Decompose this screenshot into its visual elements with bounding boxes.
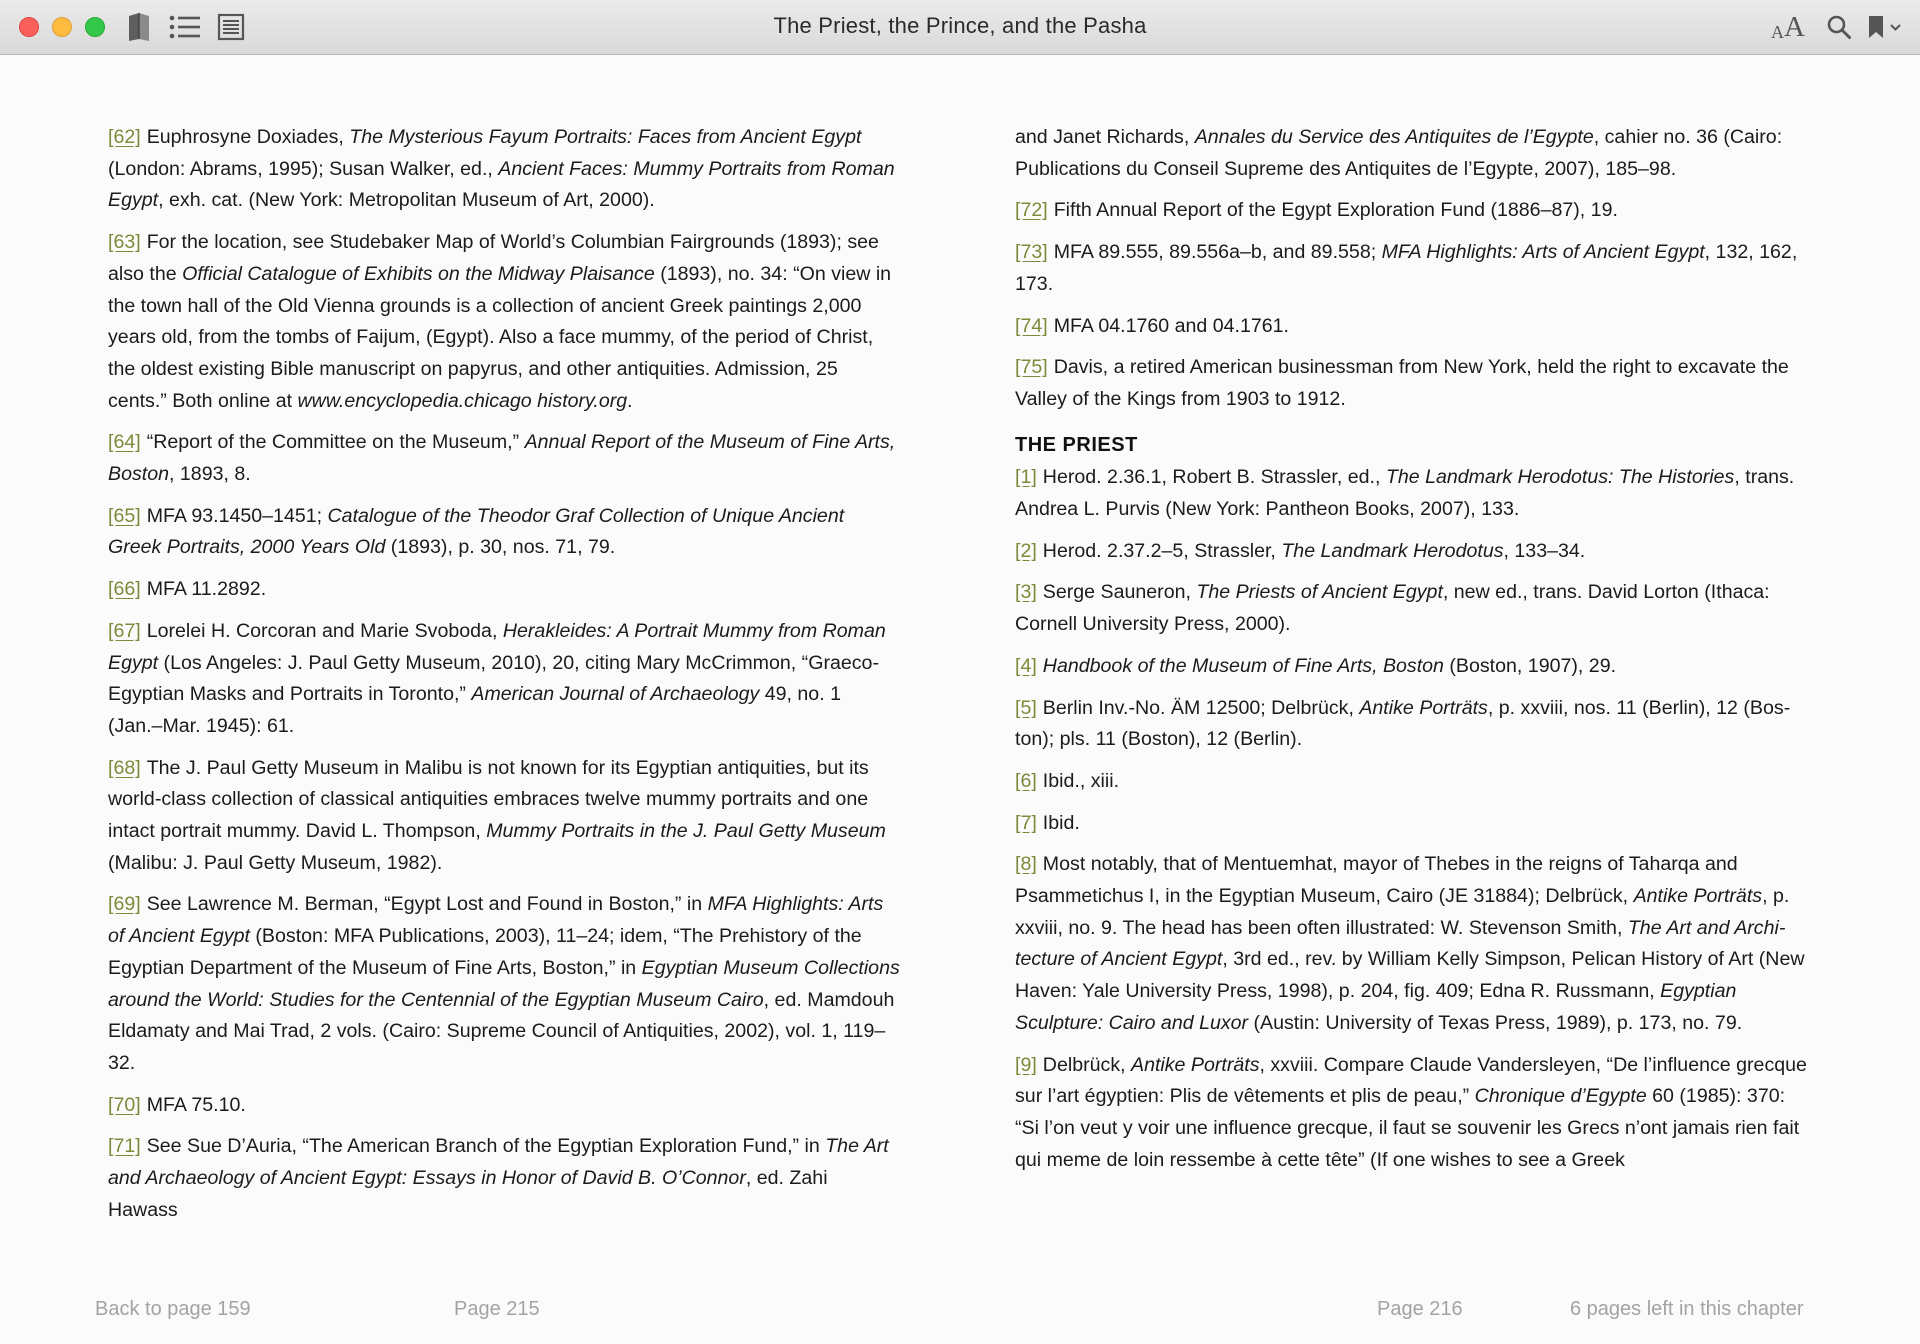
italic-title: Herakleides: A Portrait Mummy from Roman Egypt bbox=[108, 619, 886, 674]
note-text: Delbrück, bbox=[1042, 1053, 1131, 1076]
font-size-icon[interactable] bbox=[1768, 11, 1808, 43]
pages-left-indicator: 6 pages left in this chapter bbox=[1570, 1298, 1804, 1320]
italic-title: The Landmark Herodotus bbox=[1281, 539, 1504, 562]
italic-title: Official Catalogue of Exhibits on the Midway Plaisance bbox=[182, 262, 655, 285]
note-text: , ed. Zahi Hawass bbox=[108, 1167, 828, 1221]
footnote bbox=[1015, 766, 1807, 798]
note-text: Serge Sauneron, bbox=[1042, 581, 1197, 604]
footnote-backlink[interactable]: [1] bbox=[1015, 466, 1037, 489]
footnote-backlink[interactable]: [65] bbox=[108, 504, 141, 527]
footnote-backlink[interactable]: [63] bbox=[108, 231, 141, 254]
italic-title: www.encyclopedia.chicago history.org bbox=[297, 389, 628, 412]
italic-title: Chronique d’Egypte bbox=[1474, 1085, 1647, 1108]
footnote bbox=[1015, 536, 1807, 568]
footnote bbox=[108, 1131, 900, 1226]
search-icon[interactable] bbox=[1824, 11, 1854, 43]
note-text: Fifth Annual Report of the Egypt Exploration Fund (1886–87), 19. bbox=[1053, 199, 1618, 222]
note-text: MFA 04.1760 and 04.1761. bbox=[1053, 314, 1290, 337]
footnote-backlink[interactable]: [75] bbox=[1015, 356, 1048, 379]
footnote bbox=[108, 1090, 900, 1122]
footnote bbox=[1015, 311, 1807, 343]
note-text: Davis, a retired American businessman from New York, held the right to excavate the Valley of the Kings from 1903 to 1912. bbox=[1015, 356, 1789, 410]
italic-title: Ancient Faces: Mummy Portraits from Roman Egypt bbox=[108, 157, 895, 212]
notes-group-a bbox=[1015, 195, 1807, 415]
footnote bbox=[1015, 1050, 1807, 1177]
italic-title: The Art and Archaeology of Ancient Egypt: Essays in Honor of David B. O’Connor bbox=[108, 1135, 889, 1190]
italic-title: Annual Report of the Museum of Fine Arts, Boston bbox=[108, 431, 896, 486]
note-text: , exh. cat. (New York: Metropolitan Museum of Art, 2000). bbox=[158, 189, 655, 212]
footnote bbox=[1015, 577, 1807, 640]
footnote bbox=[108, 227, 900, 417]
note-text: See Lawrence M. Berman, “Egypt Lost and Found in Boston,” in bbox=[146, 893, 708, 916]
footnote-backlink[interactable]: [67] bbox=[108, 619, 141, 642]
note-text: 60 (1985): 370: “Si l’on veut y voir une influence grecque, il faut se souvenir les Grecs n’ont jamais rien fait qui meme de loin ressembe à cette tête” (If one wishes to see a Greek bbox=[1015, 1085, 1800, 1171]
note-text: , cahier no. 36 (Cairo: Publications du Conseil Supreme des Antiquites de l’Egypte, 2007), 185–98. bbox=[1015, 126, 1783, 180]
note-text: (Malibu: J. Paul Getty Museum, 1982). bbox=[108, 851, 443, 874]
footnote-backlink[interactable]: [5] bbox=[1015, 696, 1037, 719]
note-text: (Boston, 1907), 29. bbox=[1443, 654, 1617, 677]
note-text: (Austin: University of Texas Press, 1989), p. 173, no. 79. bbox=[1248, 1011, 1743, 1034]
note-text: Ibid., xiii. bbox=[1042, 769, 1120, 792]
italic-title: Antike Porträts bbox=[1359, 696, 1488, 719]
footnote bbox=[1015, 693, 1807, 756]
footnote bbox=[1015, 651, 1807, 683]
note-text: , ed. Mamdouh Eldamaty and Mai Trad, 2 vols. (Cairo: Supreme Council of Antiquities, 2002), vol. 1, 119–32. bbox=[108, 988, 895, 1074]
footnote-backlink[interactable]: [6] bbox=[1015, 769, 1037, 792]
italic-title: American Journal of Archaeology bbox=[471, 683, 760, 706]
note-text: MFA 11.2892. bbox=[146, 578, 267, 601]
footnote bbox=[108, 889, 900, 1079]
note-text: , trans. Andrea L. Purvis (New York: Pantheon Books, 2007), 133. bbox=[1015, 466, 1795, 521]
footnote bbox=[1015, 352, 1807, 415]
footnote-backlink[interactable]: [73] bbox=[1015, 241, 1048, 264]
section-heading: THE PRIEST bbox=[1015, 433, 1138, 456]
footnote bbox=[1015, 808, 1807, 840]
font-small-glyph: A bbox=[1771, 21, 1785, 42]
note-text: Herod. 2.37.2–5, Strassler, bbox=[1042, 539, 1282, 562]
note-text: , p. xxviii, no. 9. The head has been often illustrated: W. Stevenson Smith, bbox=[1015, 885, 1790, 939]
italic-title: MFA Highlights: Arts of Ancient Egypt bbox=[108, 893, 884, 948]
chevron-down-icon bbox=[1891, 25, 1900, 30]
font-big-glyph: A bbox=[1784, 10, 1805, 43]
italic-title: The Landmark Herodotus: The Histories bbox=[1385, 466, 1735, 489]
footnote bbox=[108, 616, 900, 743]
note-text: , 132, 162, 173. bbox=[1015, 241, 1798, 295]
footnote bbox=[108, 501, 900, 564]
footnote-backlink[interactable]: [72] bbox=[1015, 199, 1048, 222]
footnote bbox=[1015, 849, 1807, 1039]
note-text: See Sue D’Auria, “The American Branch of the Egyptian Exploration Fund,” in bbox=[146, 1135, 826, 1158]
note-text: Berlin Inv.-No. ÄM 12500; Delbrück, bbox=[1042, 696, 1360, 719]
footnote-backlink[interactable]: [66] bbox=[108, 578, 141, 601]
window-title: The Priest, the Prince, and the Pasha bbox=[773, 13, 1147, 38]
footnote bbox=[108, 753, 900, 880]
italic-title: Antike Porträts bbox=[1131, 1053, 1260, 1076]
note-text: “Report of the Committee on the Museum,” bbox=[146, 431, 525, 454]
back-to-page-link[interactable]: Back to page 159 bbox=[95, 1298, 251, 1320]
italic-title: Antike Porträts bbox=[1633, 885, 1763, 908]
footnote-backlink[interactable]: [71] bbox=[108, 1135, 141, 1158]
footnote bbox=[108, 122, 900, 217]
page-number-right: Page 216 bbox=[1377, 1298, 1463, 1320]
footnote bbox=[1015, 195, 1807, 227]
notes-group-b bbox=[1015, 462, 1807, 1176]
note-text: , 3rd ed., rev. by William Kelly Simpson, Pelican History of Art (New Haven: Yale University Press, 1998), p. 204, fig. 409; Edna R. Russmann, bbox=[1015, 948, 1805, 1003]
note-continuation bbox=[1015, 122, 1807, 185]
footnote-backlink[interactable]: [74] bbox=[1015, 314, 1048, 337]
italic-title: The Priests of Ancient Egypt bbox=[1196, 581, 1443, 604]
note-text: and Janet Richards, bbox=[1015, 126, 1195, 148]
title-bar bbox=[0, 0, 1920, 55]
note-text: Most notably, that of Mentuemhat, mayor of Thebes in the reigns of Taharqa and Psammetichus I, in the Egyptian Museum, Cairo (JE 31884); Delbrück, bbox=[1015, 853, 1738, 908]
italic-title: Egyptian Sculpture: Cairo and Luxor bbox=[1015, 980, 1737, 1034]
italic-title: Mummy Portraits in the J. Paul Getty Museum bbox=[486, 820, 886, 843]
note-text: , 1893, 8. bbox=[169, 463, 251, 486]
note-text: , 133–34. bbox=[1503, 539, 1586, 562]
note-text: Ibid. bbox=[1042, 811, 1080, 834]
footnote bbox=[1015, 237, 1807, 300]
page-number-left: Page 215 bbox=[454, 1298, 540, 1320]
note-text: Euphrosyne Doxiades, bbox=[146, 126, 350, 148]
footnote-backlink[interactable]: [2] bbox=[1015, 539, 1037, 562]
italic-title: Catalogue of the Theodor Graf Collection of Unique Ancient Greek Portraits, 2000 Years Old bbox=[108, 504, 845, 559]
note-text: , new ed., trans. David Lorton (Ithaca: Cornell University Press, 2000). bbox=[1015, 581, 1770, 636]
footnote-backlink[interactable]: [68] bbox=[108, 756, 141, 779]
note-text: MFA 89.555, 89.556a–b, and 89.558; bbox=[1053, 241, 1382, 264]
footnote bbox=[1015, 462, 1807, 525]
note-text: MFA 75.10. bbox=[146, 1093, 246, 1116]
footnote-backlink[interactable]: [8] bbox=[1015, 853, 1037, 876]
bookmark-icon[interactable] bbox=[1862, 11, 1904, 43]
footnote-backlink[interactable]: [62] bbox=[108, 126, 141, 148]
italic-title: Annales du Service des Antiquites de l’Egypte bbox=[1194, 126, 1594, 148]
note-text: For the location, see Studebaker Map of World’s Columbian Fairgrounds (1893); see also the bbox=[108, 231, 879, 285]
note-text: The J. Paul Getty Museum in Malibu is not known for its Egyptian antiquities, but its world-class collection of classical antiquities embraces twelve mummy portraits and one intact portrait mummy. David L. Thompson, bbox=[108, 756, 869, 843]
italic-title: The Mysterious Fayum Portraits: Faces from Ancient Egypt bbox=[349, 126, 862, 148]
footnote bbox=[108, 574, 900, 606]
note-text: , xxviii. Compare Claude Vandersleyen, “De l’influence grecque sur l’art égyptien: Plis de vêtements et plis de peau,” bbox=[1015, 1053, 1807, 1108]
note-text: , p. xxviii, nos. 11 (Berlin), 12 (Boston); pls. 11 (Boston), 12 (Berlin). bbox=[1015, 696, 1791, 751]
note-text: MFA 93.1450–1451; bbox=[146, 504, 328, 527]
footnote-backlink[interactable]: [70] bbox=[108, 1093, 141, 1116]
footnote-backlink[interactable]: [3] bbox=[1015, 581, 1037, 604]
italic-title: Egyptian Museum Collections around the World: Studies for the Centennial of the Egyptian Museum Cairo bbox=[108, 956, 900, 1011]
footnote-backlink[interactable]: [4] bbox=[1015, 654, 1037, 677]
italic-title: Handbook of the Museum of Fine Arts, Boston bbox=[1042, 654, 1444, 677]
footnote-backlink[interactable]: [64] bbox=[108, 431, 141, 454]
italic-title: MFA Highlights: Arts of Ancient Egypt bbox=[1381, 241, 1705, 264]
right-page-notes bbox=[1015, 122, 1807, 1186]
footnote-backlink[interactable]: [9] bbox=[1015, 1053, 1037, 1076]
note-text: . bbox=[627, 389, 633, 412]
note-text: (1893), no. 34: “On view in the town hall of the Old Vienna grounds is a collection of ancient Greek paintings 2,000 years old, from the tombs of Faijum, (Egypt). Also a face mummy, of the period of Christ, the oldest existing Bible manuscript on papyrus, and other antiquities. Admission, 25 cents.” Both online at bbox=[108, 262, 892, 412]
footnote-backlink[interactable]: [7] bbox=[1015, 811, 1037, 834]
note-text: (London: Abrams, 1995); Susan Walker, ed., bbox=[108, 157, 499, 180]
note-text: (1893), p. 30, nos. 71, 79. bbox=[385, 536, 616, 559]
note-text: (Los Angeles: J. Paul Getty Museum, 2010), 20, citing Mary McCrimmon, “Graeco-Egyptian Masks and Portraits in Toronto,” bbox=[108, 651, 879, 706]
note-text: (Boston: MFA Publications, 2003), 11–24; idem, “The Prehistory of the Egyptian Department of the Museum of Fine Arts, Boston,” in bbox=[108, 925, 862, 979]
note-text: Herod. 2.36.1, Robert B. Strassler, ed., bbox=[1042, 466, 1386, 489]
note-text: Lorelei H. Corcoran and Marie Svoboda, bbox=[146, 619, 503, 642]
footnote-backlink[interactable]: [69] bbox=[108, 893, 141, 916]
italic-title: The Art and Architecture of Ancient Egypt bbox=[1015, 916, 1786, 971]
footnote bbox=[108, 427, 900, 490]
note-text: 49, no. 1 (Jan.–Mar. 1945): 61. bbox=[108, 683, 841, 737]
left-page-notes bbox=[108, 122, 900, 1237]
